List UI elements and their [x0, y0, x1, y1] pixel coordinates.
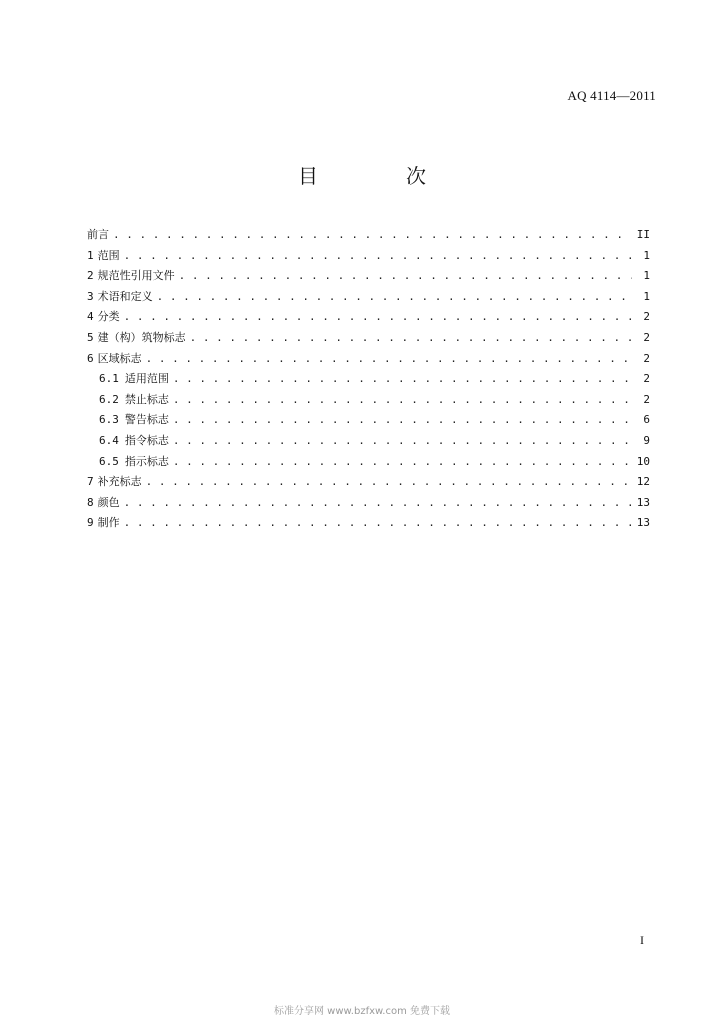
- toc-leader-dots: [173, 455, 632, 468]
- toc-entry-page: 6: [643, 413, 650, 427]
- toc-entry-number: 7: [87, 475, 94, 489]
- toc-entry-title: 建（构）筑物标志: [97, 330, 186, 344]
- toc-leader-dots: [113, 228, 632, 241]
- toc-entry-number: 6.4: [99, 433, 119, 447]
- toc-leader-dots: [173, 393, 632, 406]
- toc-entry-label: [99, 453, 169, 469]
- toc-entry-label: [87, 226, 109, 242]
- toc-entry-label: [87, 247, 120, 263]
- toc-entry-title: 规范性引用文件: [97, 269, 175, 283]
- toc-entry-number: 6.2: [99, 392, 119, 406]
- toc-entry[interactable]: [87, 247, 650, 268]
- toc-leader-dots: [124, 496, 632, 509]
- toc-entry-page: 9: [643, 433, 650, 447]
- toc-entry-number: 3: [87, 289, 94, 303]
- toc-entry[interactable]: [87, 453, 650, 474]
- toc-entry[interactable]: [87, 494, 650, 515]
- toc-leader-dots: [124, 249, 632, 262]
- toc-entry-title: 分类: [97, 310, 120, 324]
- toc-entry-label: [99, 432, 169, 448]
- toc-entry-number: 2: [87, 269, 94, 283]
- toc-entry[interactable]: [87, 411, 650, 432]
- toc-entry-label: [87, 288, 153, 304]
- toc-entry-number: 6.1: [99, 372, 119, 386]
- toc-entry-page: 2: [643, 330, 650, 344]
- toc-entry-number: 5: [87, 330, 94, 344]
- toc-entry-label: [99, 411, 169, 427]
- toc-entry-title: 指示标志: [124, 454, 169, 468]
- toc-entry-label: [87, 473, 142, 489]
- table-of-contents: [87, 226, 650, 535]
- toc-entry-label: [87, 267, 175, 283]
- toc-entry-number: 8: [87, 495, 94, 509]
- toc-entry-number: 4: [87, 310, 94, 324]
- toc-entry-page: 1: [643, 248, 650, 262]
- toc-entry[interactable]: [87, 329, 650, 350]
- toc-entry-title: 前言: [87, 228, 109, 241]
- toc-entry-label: [99, 391, 169, 407]
- toc-entry-page: 13: [636, 495, 650, 509]
- toc-leader-dots: [190, 331, 632, 344]
- toc-leader-dots: [173, 434, 632, 447]
- standard-code: AQ 4114—2011: [567, 88, 656, 103]
- toc-entry-page: 2: [643, 372, 650, 386]
- toc-entry-page: 10: [636, 454, 650, 468]
- toc-entry-title: 补充标志: [97, 475, 142, 489]
- toc-entry-label: [87, 329, 186, 345]
- toc-entry-title: 指令标志: [124, 433, 169, 447]
- toc-entry-page: 2: [643, 392, 650, 406]
- toc-entry[interactable]: [87, 391, 650, 412]
- toc-entry-page: 1: [643, 289, 650, 303]
- toc-entry-number: 1: [87, 248, 94, 262]
- page-number: I: [640, 933, 644, 947]
- toc-entry[interactable]: [87, 350, 650, 371]
- toc-entry-number: 6.3: [99, 413, 119, 427]
- watermark-text: 标准分享网 www.bzfxw.com 免费下载: [274, 1006, 450, 1017]
- toc-entry[interactable]: [87, 267, 650, 288]
- toc-entry[interactable]: [87, 432, 650, 453]
- toc-entry-title: 范围: [97, 248, 120, 262]
- toc-entry-label: [99, 370, 169, 386]
- toc-entry-title: 术语和定义: [97, 289, 153, 303]
- toc-entry-title: 制作: [97, 516, 120, 530]
- toc-entry-label: [87, 308, 120, 324]
- toc-entry-page: 12: [636, 475, 650, 489]
- toc-leader-dots: [146, 475, 632, 488]
- toc-entry-title: 区域标志: [97, 351, 142, 365]
- toc-entry-title: 警告标志: [124, 413, 169, 427]
- toc-leader-dots: [173, 372, 632, 385]
- toc-entry-page: II: [636, 228, 650, 241]
- toc-entry-label: [87, 494, 120, 510]
- toc-entry[interactable]: [87, 370, 650, 391]
- toc-entry[interactable]: [87, 514, 650, 535]
- toc-entry-page: 1: [643, 269, 650, 283]
- toc-entry-page: 13: [636, 516, 650, 530]
- toc-entry-number: 6.5: [99, 454, 119, 468]
- toc-entry[interactable]: [87, 288, 650, 309]
- toc-leader-dots: [124, 310, 632, 323]
- toc-entry[interactable]: [87, 473, 650, 494]
- toc-entry-label: [87, 350, 142, 366]
- toc-leader-dots: [146, 352, 632, 365]
- toc-leader-dots: [124, 516, 632, 529]
- toc-entry-page: 2: [643, 310, 650, 324]
- toc-entry-number: 6: [87, 351, 94, 365]
- toc-entry-title: 适用范围: [124, 372, 169, 386]
- toc-entry[interactable]: [87, 308, 650, 329]
- toc-entry[interactable]: [87, 226, 650, 247]
- toc-leader-dots: [179, 269, 632, 282]
- toc-leader-dots: [157, 290, 632, 303]
- toc-entry-title: 颜色: [97, 495, 120, 509]
- toc-leader-dots: [173, 413, 632, 426]
- toc-entry-page: 2: [643, 351, 650, 365]
- toc-entry-number: 9: [87, 516, 94, 530]
- toc-entry-title: 禁止标志: [124, 392, 169, 406]
- toc-entry-label: [87, 514, 120, 530]
- page-title: 目 次: [298, 164, 460, 188]
